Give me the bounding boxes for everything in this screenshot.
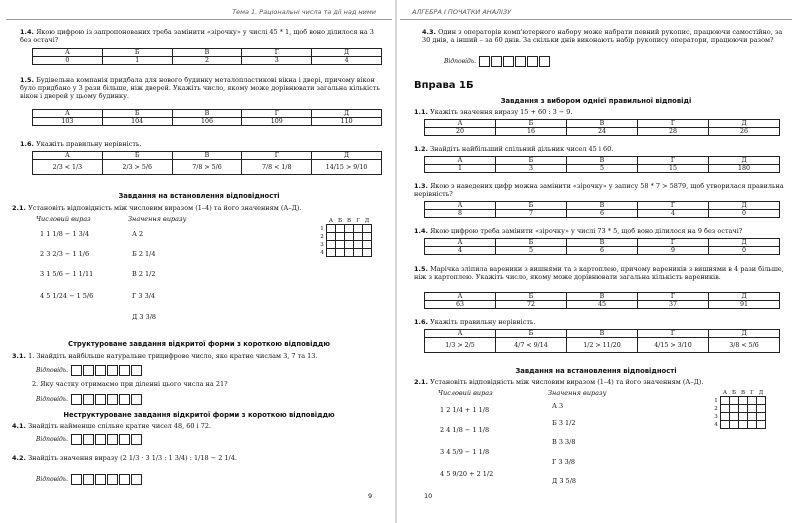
column-expression: Числовий вираз [438, 389, 493, 397]
section-heading-matching: Завдання на встановлення відповідності [515, 367, 677, 375]
expression-item: 2 3 2/3 − 1 1/6 [40, 250, 90, 258]
page-number: 9 [368, 492, 373, 500]
value-item: Г 3 3/4 [132, 292, 156, 300]
options-table-1-4: А Б В Г Д 4 5 6 9 0 [424, 238, 780, 255]
value-item: А 2 [132, 230, 144, 238]
value-item: Б 2 1/4 [132, 250, 156, 258]
value-item: В 3 3/8 [552, 438, 576, 446]
question-4-3: 4.3. Один з операторів комп'ютерного набору може набрати певний рукопис, працюючи самостійно, за 30 днів, а інший – за 60 днів. За скільки днів виконають набір рукопису оператори, працюючи разом? [422, 28, 783, 44]
column-value: Значення виразу [128, 215, 187, 223]
question-1-4: 1.4. Якою цифрою треба замінити «зірочку» у числі 73 * 5, щоб воно ділилося на 9 без остачі? [414, 227, 743, 235]
answer-grid-2-1[interactable]: А Б В Г Д 1 2 3 4 [712, 389, 766, 429]
expression-item: 4 5 1/24 − 1 5/6 [40, 292, 94, 300]
answer-boxes[interactable]: Відповідь. [36, 434, 142, 445]
exercise-title: Вправа 1Б [414, 80, 474, 91]
section-heading-unstructured: Неструктуроване завдання відкритої форми з короткою відповіддю [63, 411, 335, 419]
running-header: Тема 1. Раціональні числа та дії над ними [6, 8, 392, 20]
expression-item: 1 1 1/8 − 1 3/4 [40, 230, 90, 238]
question-1-3: 1.3. Якою з наведених цифр можна замінити «зірочку» у запису 58 * 7 > 5879, щоб утворилася правильна нерівність? [414, 182, 784, 198]
expression-item: 3 4 5/9 − 1 1/8 [440, 448, 490, 456]
section-heading-structured: Структуроване завдання відкритої форми з короткою відповіддю [68, 340, 330, 348]
expression-item: 1 2 1/4 + 1 1/8 [440, 406, 490, 414]
value-item: Д 3 3/8 [132, 313, 157, 321]
question-4-1: 4.1. Знайдіть найменше спільне кратне чисел 48, 60 і 72. [12, 422, 212, 430]
section-heading-choice: Завдання з вибором однієї правильної відповіді [500, 97, 692, 105]
question-2-1: 2.1. Установіть відповідність між числовим виразом (1–4) та його значенням (А–Д). [414, 378, 704, 386]
options-table-1-6: А Б В Г Д 2/3 < 1/3 2/3 > 5/6 7/8 > 5/6 7/8 < 1/8 14/15 > 9/10 [32, 151, 382, 175]
question-3-1: 3.1. 1. Знайдіть найбільше натуральне трицифрове число, яке кратне числам 3, 7 та 13. [12, 352, 318, 360]
answer-boxes[interactable]: Відповідь. [36, 394, 142, 405]
section-heading-matching: Завдання на встановлення відповідності [118, 192, 280, 200]
question-1-4: 1.4. Якою цифрою із запропонованих треба замінити «зірочку» у числі 45 * 1, щоб воно ділилося на 3 без остачі? [20, 28, 374, 44]
question-4-2: 4.2. Знайдіть значення виразу (2 1/3 · 3 1/3 : 1 3/4) : 1/18 − 2 1/4. [12, 454, 237, 462]
expression-item: 4 5 9/20 + 2 1/2 [440, 470, 494, 478]
options-table-1-1: А Б В Г Д 20 16 24 28 26 [424, 119, 780, 136]
options-table-1-6: А Б В Г Д 1/3 > 2/5 4/7 < 9/14 1/2 > 11/20 4/15 > 3/10 3/8 < 5/6 [424, 329, 780, 353]
question-1-1: 1.1. Укажіть значення виразу 15 + 60 : 3 − 9. [414, 108, 573, 116]
right-page [400, 8, 792, 518]
question-1-6: 1.6. Укажіть правильну нерівність. [20, 140, 142, 148]
question-2-1: 2.1. Установіть відповідність між числовим виразом (1–4) та його значенням (А–Д). [12, 204, 302, 212]
page-number: 10 [424, 492, 433, 500]
question-1-5: 1.5. Марічка зліпила вареники з вишнями та з картоплею, причому вареників з вишнями в 4 рази більше, ніж з картоплею. Укажіть число, якому може дорівнювати загальна кількість вареників. [414, 265, 784, 281]
answer-boxes[interactable]: Відповідь. [36, 365, 142, 376]
question-1-5: 1.5. Будівельна компанія придбала для нового будинку металопластикові вікна і двері, причому вікон було придбано у 3 рази більше, ніж дверей. Укажіть число, якому може дорівнювати загальна кількість вікон і дверей у цьому будинку. [20, 76, 380, 100]
value-item: Б 3 1/2 [552, 419, 576, 427]
options-table-1-3: А Б В Г Д 8 7 6 4 0 [424, 201, 780, 218]
left-page [6, 8, 392, 518]
answer-boxes[interactable]: Відповідь. [36, 474, 142, 485]
options-table-1-4: А Б В Г Д 0 1 2 3 4 [32, 48, 382, 65]
options-table-1-5: А Б В Г Д 63 72 45 37 91 [424, 292, 780, 309]
options-table-1-2: А Б В Г Д 1 3 5 15 180 [424, 156, 780, 173]
book-spine [395, 0, 397, 523]
question-1-6: 1.6. Укажіть правильну нерівність. [414, 318, 536, 326]
expression-item: 3 1 5/6 − 1 1/11 [40, 270, 94, 278]
value-item: Г 3 3/8 [552, 458, 576, 466]
column-expression: Числовий вираз [36, 215, 91, 223]
running-header: АЛГЕБРА І ПОЧАТКИ АНАЛІЗУ [400, 8, 792, 20]
question-3-1-part-2: 2. Яку частку отримаємо при діленні цього числа на 21? [32, 380, 228, 388]
value-item: Д 3 5/8 [552, 477, 577, 485]
options-table-1-5: А Б В Г Д 103 104 106 109 110 [32, 109, 382, 126]
value-item: В 2 1/2 [132, 270, 156, 278]
answer-boxes[interactable]: Відповідь. [444, 56, 550, 67]
expression-item: 2 4 1/8 − 1 1/8 [440, 426, 490, 434]
answer-grid-2-1[interactable]: А Б В Г Д 1 2 3 4 [318, 217, 372, 257]
column-value: Значення виразу [548, 389, 607, 397]
value-item: А 3 [552, 402, 564, 410]
question-1-2: 1.2. Знайдіть найбільший спільний дільник чисел 45 і 60. [414, 145, 614, 153]
